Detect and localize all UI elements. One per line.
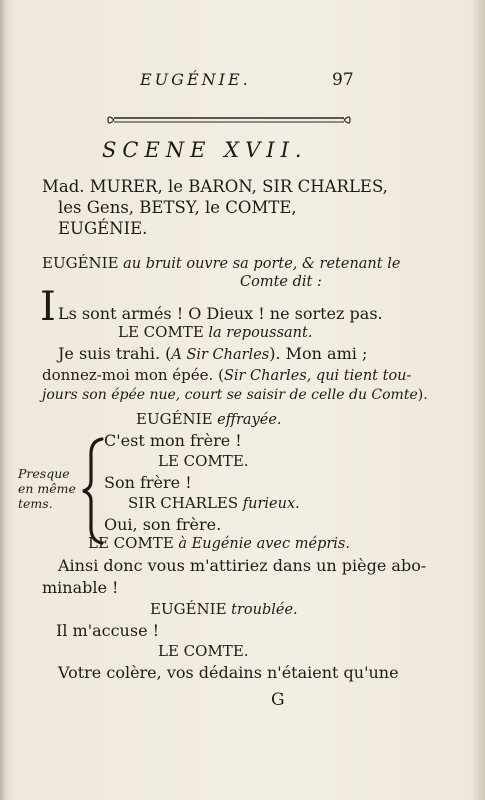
cast-line: EUGÉNIE. [58, 219, 148, 238]
stage-direction: A Sir Charles [171, 347, 270, 363]
speaker-line [150, 600, 298, 618]
dialogue-text: ). Mon ami ; [269, 344, 368, 363]
stage-direction: furieux. [238, 496, 300, 512]
dialogue-line: minable ! [42, 578, 119, 597]
dialogue-text: Je suis trahi. ( [58, 344, 172, 363]
dialogue-line: Il m'accuse ! [56, 621, 160, 640]
dialogue-line: Son frère ! [104, 473, 192, 492]
scene-title: SCENE XVII. [102, 138, 308, 162]
stage-direction: Comte dit : [240, 274, 322, 290]
speaker-line [136, 410, 282, 428]
stage-direction: troublée. [226, 602, 298, 618]
running-title: EUGÉNIE. [140, 70, 251, 89]
dialogue-line: Oui, son frère. [104, 515, 222, 534]
speaker-name: EUGÉNIE [150, 600, 227, 618]
dialogue-line: C'est mon frère ! [104, 431, 242, 450]
dialogue-line [42, 366, 411, 384]
stage-direction: Sir Charles, qui tient tou- [223, 368, 412, 384]
page-edge [473, 0, 485, 800]
speaker-name: LE COMTE [118, 323, 204, 341]
dialogue-line [42, 387, 428, 403]
cast-line: les Gens, BETSY, le COMTE, [58, 198, 297, 217]
curly-brace [80, 437, 106, 545]
stage-direction: au bruit ouvre sa porte, & retenant le [118, 256, 401, 272]
speaker-name: EUGÉNIE [42, 254, 119, 272]
speaker-line [42, 254, 400, 272]
ornamental-rule [106, 114, 352, 128]
speaker-name: SIR CHARLES [128, 494, 239, 512]
dialogue-text: donnez-moi mon épée. ( [42, 366, 224, 384]
speaker-name: LE COMTE [88, 534, 174, 552]
speaker-name: LE COMTE. [158, 452, 249, 470]
dialogue-line: Ainsi donc vous m'attiriez dans un piège abo- [58, 556, 427, 575]
dialogue-line: Ls sont armés ! O Dieux ! ne sortez pas. [58, 304, 383, 323]
speaker-line [118, 323, 312, 341]
drop-cap: I [40, 284, 56, 330]
speaker-line [88, 534, 350, 552]
speaker-name: LE COMTE. [158, 642, 249, 660]
dialogue-line [58, 344, 367, 363]
stage-direction: à Eugénie avec mépris. [173, 536, 350, 552]
cast-line: Mad. MURER, le BARON, SIR CHARLES, [42, 177, 388, 196]
dialogue-line: Votre colère, vos dédains n'étaient qu'une [58, 663, 399, 682]
page-number: 97 [332, 70, 354, 90]
signature-mark: G [271, 690, 285, 710]
dialogue-text: ). [417, 387, 428, 403]
speaker-name: EUGÉNIE [136, 410, 213, 428]
page-gutter [0, 0, 6, 800]
stage-direction: effrayée. [212, 412, 282, 428]
stage-direction: la repoussant. [203, 325, 313, 341]
side-note: Presque en même tems. [18, 466, 76, 511]
stage-direction: jours son épée nue, court se saisir de celle du Comte [42, 387, 418, 403]
speaker-line [128, 494, 300, 512]
